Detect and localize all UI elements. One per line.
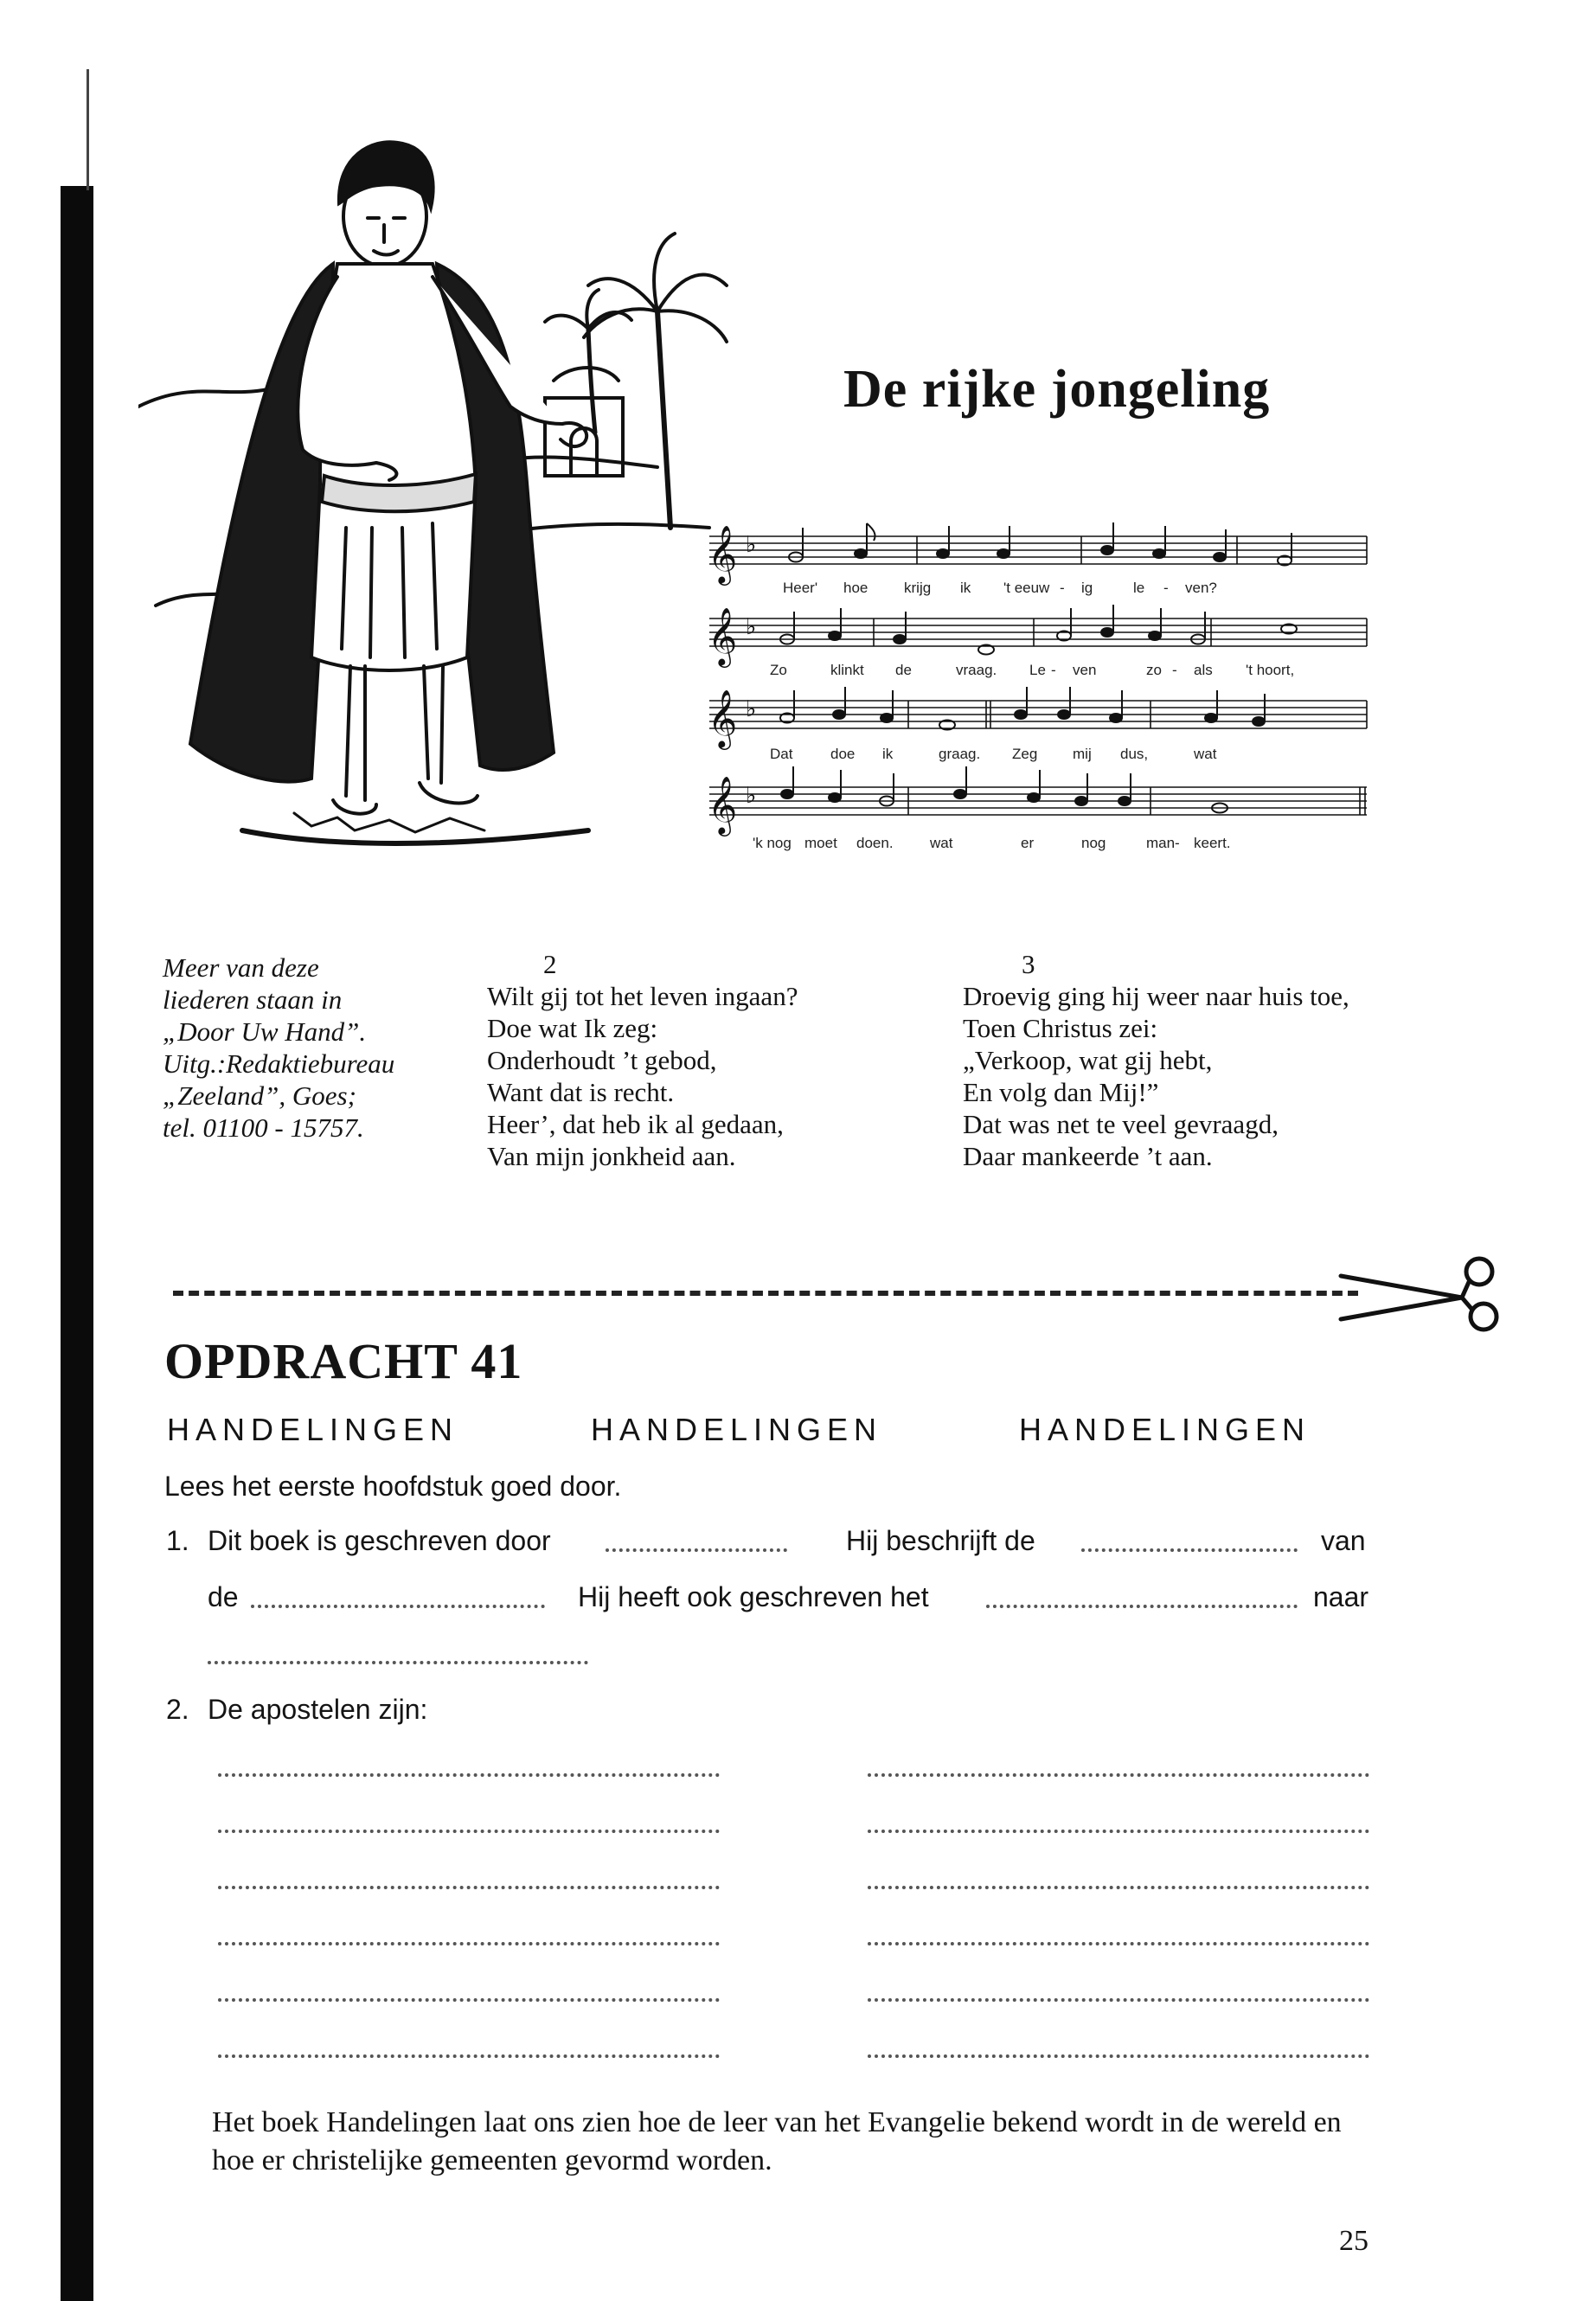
verse-line: „Verkoop, wat gij hebt, <box>963 1045 1213 1075</box>
verse-line: Doe wat Ik zeg: <box>487 1013 658 1043</box>
question-number: 1. <box>166 1525 189 1556</box>
verse-line: Toen Christus zei: <box>963 1013 1158 1043</box>
answer-field[interactable] <box>208 1661 588 1664</box>
treble-clef-4: 𝄞 <box>708 775 738 834</box>
note-line: liederen staan in <box>163 984 343 1015</box>
staff-lyrics-4: 'k nog moet doen. wat er nog man- keert. <box>753 835 1231 851</box>
note-line: tel. 01100 - 15757. <box>163 1112 364 1143</box>
binding-bar <box>61 186 93 2301</box>
apostle-field[interactable] <box>868 1998 1369 2002</box>
question-text: Hij heeft ook geschreven het <box>578 1581 929 1612</box>
apostle-field[interactable] <box>868 1773 1369 1777</box>
verse-line: En volg dan Mij!” <box>963 1077 1159 1107</box>
apostle-field[interactable] <box>218 1942 720 1945</box>
apostle-field[interactable] <box>868 2054 1369 2058</box>
answer-field[interactable] <box>606 1548 787 1552</box>
apostle-field[interactable] <box>218 1886 720 1889</box>
apostle-field[interactable] <box>218 1773 720 1777</box>
verse-line: Van mijn jonkheid aan. <box>487 1141 736 1171</box>
section-header: HANDELINGEN <box>1019 1412 1311 1447</box>
closing-paragraph: Het boek Handelingen laat ons zien hoe de leer van het Evangelie bekend wordt in de wereld en hoe er christelijke gemeenten gevormd worden. <box>212 2106 1342 2176</box>
verse-number: 3 <box>1022 949 1035 979</box>
verse-line: Daar mankeerde ’t aan. <box>963 1141 1213 1171</box>
verse-number: 2 <box>543 949 557 979</box>
page-number: 25 <box>1339 2225 1368 2257</box>
answer-field[interactable] <box>986 1605 1298 1608</box>
staff-lyrics-1: Heer' hoe krijg ik 't eeuw - ig le - ven? <box>783 580 1217 596</box>
verse-3 <box>963 948 1349 1172</box>
question-text: Hij beschrijft de <box>846 1525 1035 1556</box>
question-text: naar <box>1313 1581 1369 1612</box>
sheet-music <box>701 519 1375 882</box>
note-line: Meer van deze <box>163 952 319 983</box>
treble-clef-3: 𝄞 <box>708 689 738 747</box>
song-title: De rijke jongeling <box>843 360 1271 419</box>
question-number: 2. <box>166 1694 189 1725</box>
verse-line: Droevig ging hij weer naar huis toe, <box>963 981 1349 1011</box>
section-header: HANDELINGEN <box>591 1412 883 1447</box>
question-text: De apostelen zijn: <box>208 1694 428 1725</box>
apostle-field[interactable] <box>868 1886 1369 1889</box>
apostle-field[interactable] <box>218 2054 720 2058</box>
question-text: de <box>208 1581 239 1612</box>
rich-young-man-illustration <box>138 121 744 882</box>
binding-line <box>87 69 89 190</box>
verse-line: Wilt gij tot het leven ingaan? <box>487 981 798 1011</box>
svg-text:♭: ♭ <box>746 532 757 558</box>
note-line: Uitg.:Redaktiebureau <box>163 1048 395 1079</box>
cut-line <box>173 1291 1358 1296</box>
question-text: Dit boek is geschreven door <box>208 1525 551 1556</box>
svg-text:♭: ♭ <box>746 614 757 640</box>
question-text: van <box>1321 1525 1366 1556</box>
assignment-title: OPDRACHT 41 <box>164 1333 523 1389</box>
treble-clef-1: 𝄞 <box>708 524 738 583</box>
verse-2 <box>487 948 798 1172</box>
section-header: HANDELINGEN <box>167 1412 459 1447</box>
answer-field[interactable] <box>1081 1548 1298 1552</box>
svg-text:♭: ♭ <box>746 783 757 809</box>
staff-lyrics-3: Dat doe ik graag. Zeg mij dus, wat <box>770 746 1217 762</box>
instruction: Lees het eerste hoofdstuk goed door. <box>164 1471 622 1502</box>
note-line: „Zeeland”, Goes; <box>163 1080 356 1111</box>
treble-clef-2: 𝄞 <box>708 606 738 665</box>
svg-text:♭: ♭ <box>746 696 757 722</box>
answer-field[interactable] <box>251 1605 545 1608</box>
publication-note <box>163 952 394 1144</box>
staff-lyrics-2: Zo klinkt de vraag. Le - ven zo - als 't hoort, <box>770 662 1295 678</box>
apostle-field[interactable] <box>218 1830 720 1833</box>
apostle-field[interactable] <box>868 1830 1369 1833</box>
verse-line: Onderhoudt ’t gebod, <box>487 1045 717 1075</box>
apostle-field[interactable] <box>218 1998 720 2002</box>
note-line: „Door Uw Hand”. <box>163 1016 367 1047</box>
verse-line: Dat was net te veel gevraagd, <box>963 1109 1279 1139</box>
apostle-field[interactable] <box>868 1942 1369 1945</box>
verse-line: Want dat is recht. <box>487 1077 675 1107</box>
verse-line: Heer’, dat heb ik al gedaan, <box>487 1109 784 1139</box>
scissors-icon <box>1332 1237 1505 1341</box>
